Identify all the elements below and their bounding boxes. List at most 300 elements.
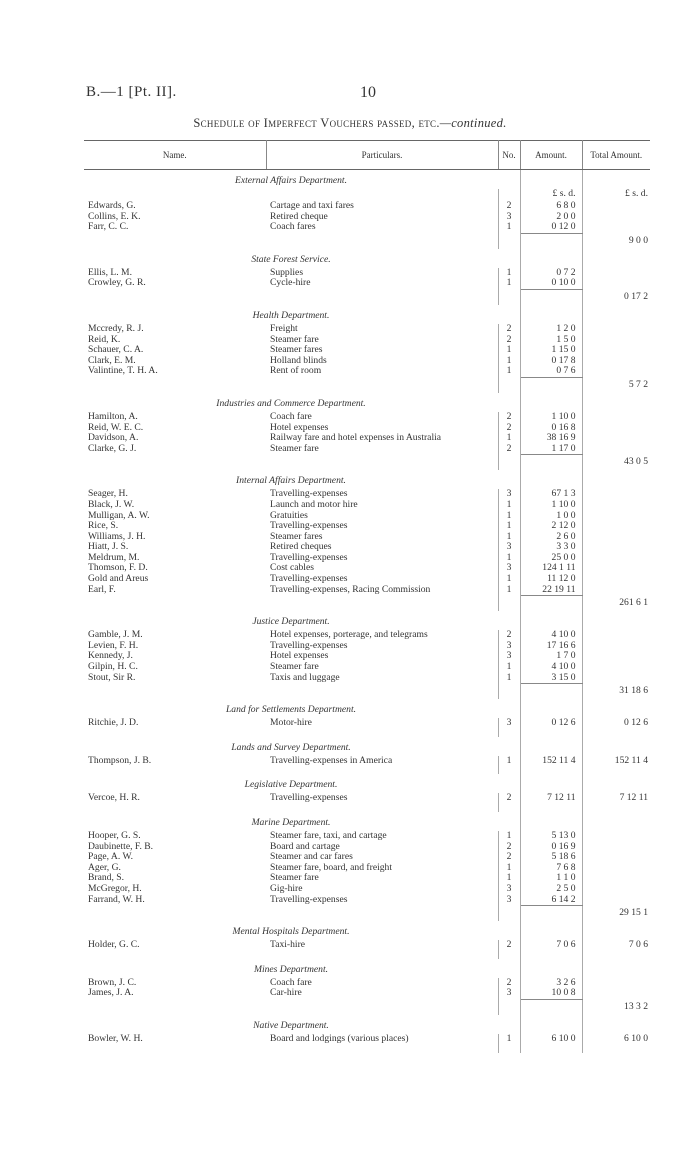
voucher-count: 1 <box>498 433 520 444</box>
voucher-amount: 38 16 9 <box>520 433 582 444</box>
payee-name: Brand, S. <box>88 873 124 884</box>
voucher-row <box>84 585 650 596</box>
blank-cell <box>582 737 650 756</box>
blank-cell <box>498 455 520 471</box>
blank-cell <box>266 289 498 305</box>
blank-cell <box>266 1045 498 1053</box>
blank-cell <box>84 999 266 1015</box>
blank-cell <box>84 684 266 700</box>
voucher-amount: 11 12 0 <box>520 574 582 585</box>
voucher-row <box>84 940 650 951</box>
voucher-count: 2 <box>498 842 520 853</box>
voucher-name <box>84 585 266 596</box>
blank-cell <box>520 906 582 922</box>
voucher-amount: 22 19 11 <box>520 585 582 596</box>
department-total: 152 11 4 <box>614 755 648 766</box>
payee-name: Kennedy, J. <box>88 651 133 662</box>
voucher-particulars: Retired cheques <box>266 542 498 553</box>
voucher-count: 1 <box>498 1034 520 1045</box>
voucher-count: 2 <box>498 335 520 346</box>
voucher-row <box>84 553 650 564</box>
blank-cell <box>520 999 582 1015</box>
payee-name: Holder, G. C. <box>88 940 140 951</box>
blank-cell <box>582 553 650 564</box>
voucher-name <box>84 511 266 522</box>
department-total: 0 17 2 <box>624 290 648 302</box>
voucher-count: 3 <box>498 563 520 574</box>
schedule-title <box>0 116 700 131</box>
voucher-name <box>84 553 266 564</box>
voucher-particulars: Supplies <box>266 268 498 279</box>
blank-cell <box>266 804 498 812</box>
department-heading: Justice Department. <box>252 616 330 628</box>
blank-cell <box>582 444 650 455</box>
department-total: 7 12 11 <box>619 793 648 804</box>
department-heading: Health Department. <box>252 309 330 321</box>
voucher-count: 2 <box>498 852 520 863</box>
voucher-count: 3 <box>498 718 520 729</box>
voucher-row <box>84 366 650 377</box>
department-heading-row <box>84 170 650 190</box>
title-main: Schedule of Imperfect Vouchers passed, etc. <box>193 116 440 130</box>
voucher-name <box>84 863 266 874</box>
amount-units-cell <box>520 189 582 201</box>
blank-cell <box>84 289 266 305</box>
voucher-count: 2 <box>498 201 520 212</box>
department-heading-row <box>84 305 650 324</box>
blank-cell <box>520 766 582 774</box>
payee-name: Farr, C. C. <box>88 222 129 233</box>
department-total-row <box>84 289 650 305</box>
voucher-particulars: Travelling-expenses in America <box>266 756 498 767</box>
voucher-particulars: Travelling-expenses <box>266 489 498 500</box>
department-heading-row <box>84 812 650 831</box>
voucher-name <box>84 268 266 279</box>
voucher-count: 3 <box>498 489 520 500</box>
department-heading: Lands and Survey Department. <box>231 741 351 753</box>
blank-cell <box>266 233 498 249</box>
department-heading: External Affairs Department. <box>234 175 347 186</box>
blank-cell <box>498 766 520 774</box>
blank-cell <box>498 393 520 412</box>
blank-cell <box>520 812 582 831</box>
voucher-count: 2 <box>498 423 520 434</box>
voucher-name <box>84 345 266 356</box>
voucher-amount: 1 10 0 <box>520 412 582 423</box>
voucher-row <box>84 500 650 511</box>
department-total-row <box>84 233 650 249</box>
blank-cell <box>582 563 650 574</box>
blank-cell <box>582 651 650 662</box>
department-heading-row <box>84 737 650 756</box>
department-heading-row <box>84 393 650 412</box>
voucher-name <box>84 542 266 553</box>
voucher-count: 2 <box>498 444 520 455</box>
blank-cell <box>582 1015 650 1034</box>
payee-name: Brown, J. C. <box>88 977 137 988</box>
voucher-row <box>84 278 650 289</box>
currency-unit-pounds: £ <box>552 189 558 199</box>
blank-cell <box>582 812 650 831</box>
table-header-row <box>84 141 650 170</box>
voucher-amount: 3 2 6 <box>520 978 582 989</box>
voucher-count: 1 <box>498 532 520 543</box>
department-heading: Industries and Commerce Department. <box>216 397 366 409</box>
blank-cell <box>266 766 498 774</box>
blank-cell <box>582 366 650 377</box>
blank-cell <box>498 959 520 978</box>
voucher-count: 1 <box>498 356 520 367</box>
voucher-amount: 4 10 0 <box>520 630 582 641</box>
department-heading-row <box>84 774 650 793</box>
blank-cell <box>266 951 498 959</box>
blank-cell <box>498 305 520 324</box>
voucher-name <box>84 978 266 989</box>
voucher-count: 1 <box>498 873 520 884</box>
voucher-row <box>84 793 650 804</box>
voucher-particulars: Travelling-expenses <box>266 574 498 585</box>
voucher-amount: 1 2 0 <box>520 324 582 335</box>
voucher-particulars: Rent of room <box>266 366 498 377</box>
voucher-count: 1 <box>498 278 520 289</box>
department-total: 7 0 6 <box>628 940 648 951</box>
voucher-particulars: Cartage and taxi fares <box>266 201 498 212</box>
blank-cell <box>520 684 582 700</box>
blank-cell <box>582 412 650 423</box>
voucher-particulars: Board and cartage <box>266 842 498 853</box>
voucher-count: 1 <box>498 574 520 585</box>
voucher-row <box>84 1034 650 1045</box>
voucher-row <box>84 324 650 335</box>
blank-cell <box>520 774 582 793</box>
blank-cell <box>266 596 498 612</box>
department-heading: Mental Hospitals Department. <box>232 926 350 938</box>
total-unit-pounds: £ <box>625 189 630 199</box>
blank-cell <box>266 906 498 922</box>
blank-cell <box>498 999 520 1015</box>
blank-cell <box>582 863 650 874</box>
department-total: 0 12 6 <box>624 718 648 729</box>
voucher-particulars: Motor-hire <box>266 718 498 729</box>
department-heading: State Forest Service. <box>251 253 331 265</box>
voucher-particulars: Steamer fare, taxi, and cartage <box>266 831 498 842</box>
payee-name: Crowley, G. R. <box>88 278 146 289</box>
department-heading-row <box>84 611 650 630</box>
department-total: 261 6 1 <box>619 597 648 609</box>
blank-cell <box>498 1045 520 1053</box>
voucher-name <box>84 673 266 684</box>
department-total-row <box>84 999 650 1015</box>
blank-cell <box>520 1045 582 1053</box>
table-body <box>84 170 650 1053</box>
blank-cell <box>84 596 266 612</box>
voucher-particulars: Gratuities <box>266 511 498 522</box>
blank-cell <box>84 951 266 959</box>
total-units-cell <box>582 170 650 190</box>
blank-cell <box>84 729 266 737</box>
voucher-row <box>84 423 650 434</box>
blank-cell <box>582 641 650 652</box>
blank-cell <box>582 356 650 367</box>
payee-name: Williams, J. H. <box>88 531 146 542</box>
blank-cell <box>582 611 650 630</box>
voucher-count: 2 <box>498 793 520 804</box>
voucher-amount: 1 7 0 <box>520 651 582 662</box>
blank-cell <box>84 377 266 393</box>
voucher-amount: 5 18 6 <box>520 852 582 863</box>
blank-cell <box>498 170 520 190</box>
blank-cell <box>520 377 582 393</box>
department-total: 9 0 0 <box>628 234 648 246</box>
blank-cell <box>520 470 582 489</box>
voucher-row <box>84 978 650 989</box>
voucher-row <box>84 563 650 574</box>
blank-cell <box>582 673 650 684</box>
column-header-total: Total Amount. <box>582 141 650 170</box>
blank-cell <box>520 455 582 471</box>
blank-cell <box>582 489 650 500</box>
voucher-count: 2 <box>498 978 520 989</box>
blank-cell <box>582 804 650 812</box>
department-total: 6 10 0 <box>624 1033 648 1044</box>
voucher-amount: 2 0 0 <box>520 212 582 223</box>
voucher-name <box>84 641 266 652</box>
voucher-name <box>84 500 266 511</box>
voucher-row <box>84 574 650 585</box>
voucher-name <box>84 324 266 335</box>
voucher-name <box>84 201 266 212</box>
department-total-row <box>84 684 650 700</box>
voucher-name <box>84 884 266 895</box>
payee-name: Clark, E. M. <box>88 355 136 366</box>
blank-cell <box>84 804 266 812</box>
payee-name: Hamilton, A. <box>88 411 138 422</box>
voucher-amount: 1 0 0 <box>520 511 582 522</box>
voucher-amount: 25 0 0 <box>520 553 582 564</box>
department-heading-row <box>84 699 650 718</box>
department-total: 43 0 5 <box>624 456 648 468</box>
payee-name: Thompson, J. B. <box>88 755 152 766</box>
voucher-particulars: Steamer fare <box>266 335 498 346</box>
blank-cell <box>582 345 650 356</box>
voucher-particulars: Travelling-expenses <box>266 553 498 564</box>
voucher-amount: 0 16 8 <box>520 423 582 434</box>
voucher-row <box>84 356 650 367</box>
voucher-count: 3 <box>498 895 520 906</box>
voucher-amount: 0 12 6 <box>520 718 582 729</box>
blank-cell <box>582 532 650 543</box>
page-number: 10 <box>360 84 376 101</box>
voucher-particulars: Hotel expenses <box>266 423 498 434</box>
blank-cell <box>498 289 520 305</box>
blank-cell <box>498 611 520 630</box>
blank-cell <box>266 729 498 737</box>
blank-cell <box>582 470 650 489</box>
blank-cell <box>498 699 520 718</box>
voucher-particulars: Steamer fare <box>266 444 498 455</box>
blank-cell <box>582 895 650 906</box>
payee-name: Gamble, J. M. <box>88 630 143 641</box>
blank-cell <box>520 959 582 978</box>
voucher-name <box>84 873 266 884</box>
spacer-row <box>84 951 650 959</box>
voucher-particulars: Steamer and car fares <box>266 852 498 863</box>
voucher-count: 1 <box>498 268 520 279</box>
total-units-cell <box>582 189 650 201</box>
voucher-name <box>84 335 266 346</box>
voucher-row <box>84 542 650 553</box>
voucher-amount: 67 1 3 <box>520 489 582 500</box>
voucher-particulars: Travelling-expenses <box>266 895 498 906</box>
blank-cell <box>582 433 650 444</box>
blank-cell <box>266 189 498 201</box>
voucher-amount: 7 6 8 <box>520 863 582 874</box>
voucher-particulars: Cycle-hire <box>266 278 498 289</box>
voucher-amount: 17 16 6 <box>520 641 582 652</box>
voucher-name <box>84 662 266 673</box>
blank-cell <box>498 596 520 612</box>
blank-cell <box>582 921 650 940</box>
voucher-row <box>84 662 650 673</box>
voucher-row <box>84 884 650 895</box>
voucher-row <box>84 335 650 346</box>
blank-cell <box>520 596 582 612</box>
voucher-name <box>84 831 266 842</box>
blank-cell <box>520 289 582 305</box>
voucher-amount: 0 12 0 <box>520 222 582 233</box>
blank-cell <box>582 699 650 718</box>
voucher-name <box>84 651 266 662</box>
blank-cell <box>582 884 650 895</box>
blank-cell <box>266 999 498 1015</box>
voucher-row <box>84 511 650 522</box>
voucher-name <box>84 988 266 999</box>
voucher-particulars: Taxis and luggage <box>266 673 498 684</box>
voucher-amount: 2 5 0 <box>520 884 582 895</box>
voucher-row <box>84 212 650 223</box>
voucher-particulars: Holland blinds <box>266 356 498 367</box>
total-unit-shillings: s. <box>632 189 639 199</box>
blank-cell <box>498 737 520 756</box>
blank-cell <box>582 521 650 532</box>
voucher-row <box>84 673 650 684</box>
payee-name: Ager, G. <box>88 862 121 873</box>
payee-name: Meldrum, M. <box>88 552 140 563</box>
voucher-count: 3 <box>498 988 520 999</box>
voucher-amount: 0 10 0 <box>520 278 582 289</box>
blank-cell <box>582 423 650 434</box>
payee-name: Schauer, C. A. <box>88 345 144 356</box>
voucher-row <box>84 222 650 233</box>
blank-cell <box>582 335 650 346</box>
voucher-name <box>84 532 266 543</box>
payee-name: Gilpin, H. C. <box>88 662 138 673</box>
payee-name: Stout, Sir R. <box>88 672 136 683</box>
payee-name: Farrand, W. H. <box>88 894 145 905</box>
blank-cell <box>582 500 650 511</box>
voucher-amount: 6 14 2 <box>520 895 582 906</box>
voucher-particulars: Steamer fares <box>266 532 498 543</box>
blank-cell <box>84 189 266 201</box>
blank-cell <box>520 233 582 249</box>
blank-cell <box>582 268 650 279</box>
voucher-amount: 1 1 0 <box>520 873 582 884</box>
voucher-particulars: Travelling-expenses <box>266 521 498 532</box>
voucher-name <box>84 412 266 423</box>
voucher-row <box>84 268 650 279</box>
voucher-amount: 7 12 11 <box>520 793 582 804</box>
voucher-particulars: Travelling-expenses <box>266 641 498 652</box>
voucher-count: 2 <box>498 630 520 641</box>
blank-cell <box>582 774 650 793</box>
payee-name: Thomson, F. D. <box>88 563 148 574</box>
blank-cell <box>84 455 266 471</box>
voucher-count: 3 <box>498 641 520 652</box>
voucher-row <box>84 444 650 455</box>
blank-cell <box>498 1015 520 1034</box>
voucher-name <box>84 489 266 500</box>
blank-cell <box>582 662 650 673</box>
voucher-amount: 152 11 4 <box>520 756 582 767</box>
document-reference: B.—1 [Pt. II]. <box>86 84 177 100</box>
payee-name: Davidson, A. <box>88 433 139 444</box>
voucher-count: 1 <box>498 673 520 684</box>
voucher-name <box>84 793 266 804</box>
voucher-amount: 4 10 0 <box>520 662 582 673</box>
payee-name: Seager, H. <box>88 489 128 500</box>
voucher-row <box>84 345 650 356</box>
voucher-count: 1 <box>498 756 520 767</box>
voucher-name <box>84 718 266 729</box>
voucher-row <box>84 852 650 863</box>
payee-name: Page, A. W. <box>88 852 134 863</box>
voucher-row <box>84 521 650 532</box>
voucher-schedule-table <box>84 140 650 1053</box>
amount-units-cell <box>520 170 582 190</box>
blank-cell <box>520 729 582 737</box>
voucher-particulars: Steamer fare, board, and freight <box>266 863 498 874</box>
department-heading-row <box>84 959 650 978</box>
blank-cell <box>498 233 520 249</box>
blank-cell <box>582 988 650 999</box>
payee-name: Mulligan, A. W. <box>88 510 150 521</box>
voucher-count: 1 <box>498 553 520 564</box>
blank-cell <box>520 393 582 412</box>
voucher-particulars: Launch and motor hire <box>266 500 498 511</box>
voucher-amount: 3 15 0 <box>520 673 582 684</box>
voucher-row <box>84 532 650 543</box>
voucher-count: 2 <box>498 324 520 335</box>
payee-name: Edwards, G. <box>88 201 136 211</box>
currency-unit-pence: d. <box>568 189 576 199</box>
voucher-particulars: Hotel expenses, porterage, and telegrams <box>266 630 498 641</box>
column-header-no: No. <box>498 141 520 170</box>
blank-cell <box>498 470 520 489</box>
voucher-name <box>84 444 266 455</box>
blank-cell <box>582 212 650 223</box>
blank-cell <box>520 1015 582 1034</box>
voucher-name <box>84 852 266 863</box>
column-header-particulars: Particulars. <box>266 141 498 170</box>
department-total-row <box>84 377 650 393</box>
voucher-row <box>84 641 650 652</box>
blank-cell <box>498 951 520 959</box>
voucher-name <box>84 574 266 585</box>
blank-cell <box>520 921 582 940</box>
total-unit-pence: d. <box>640 189 648 199</box>
voucher-name <box>84 940 266 951</box>
column-header-amount: Amount. <box>520 141 582 170</box>
